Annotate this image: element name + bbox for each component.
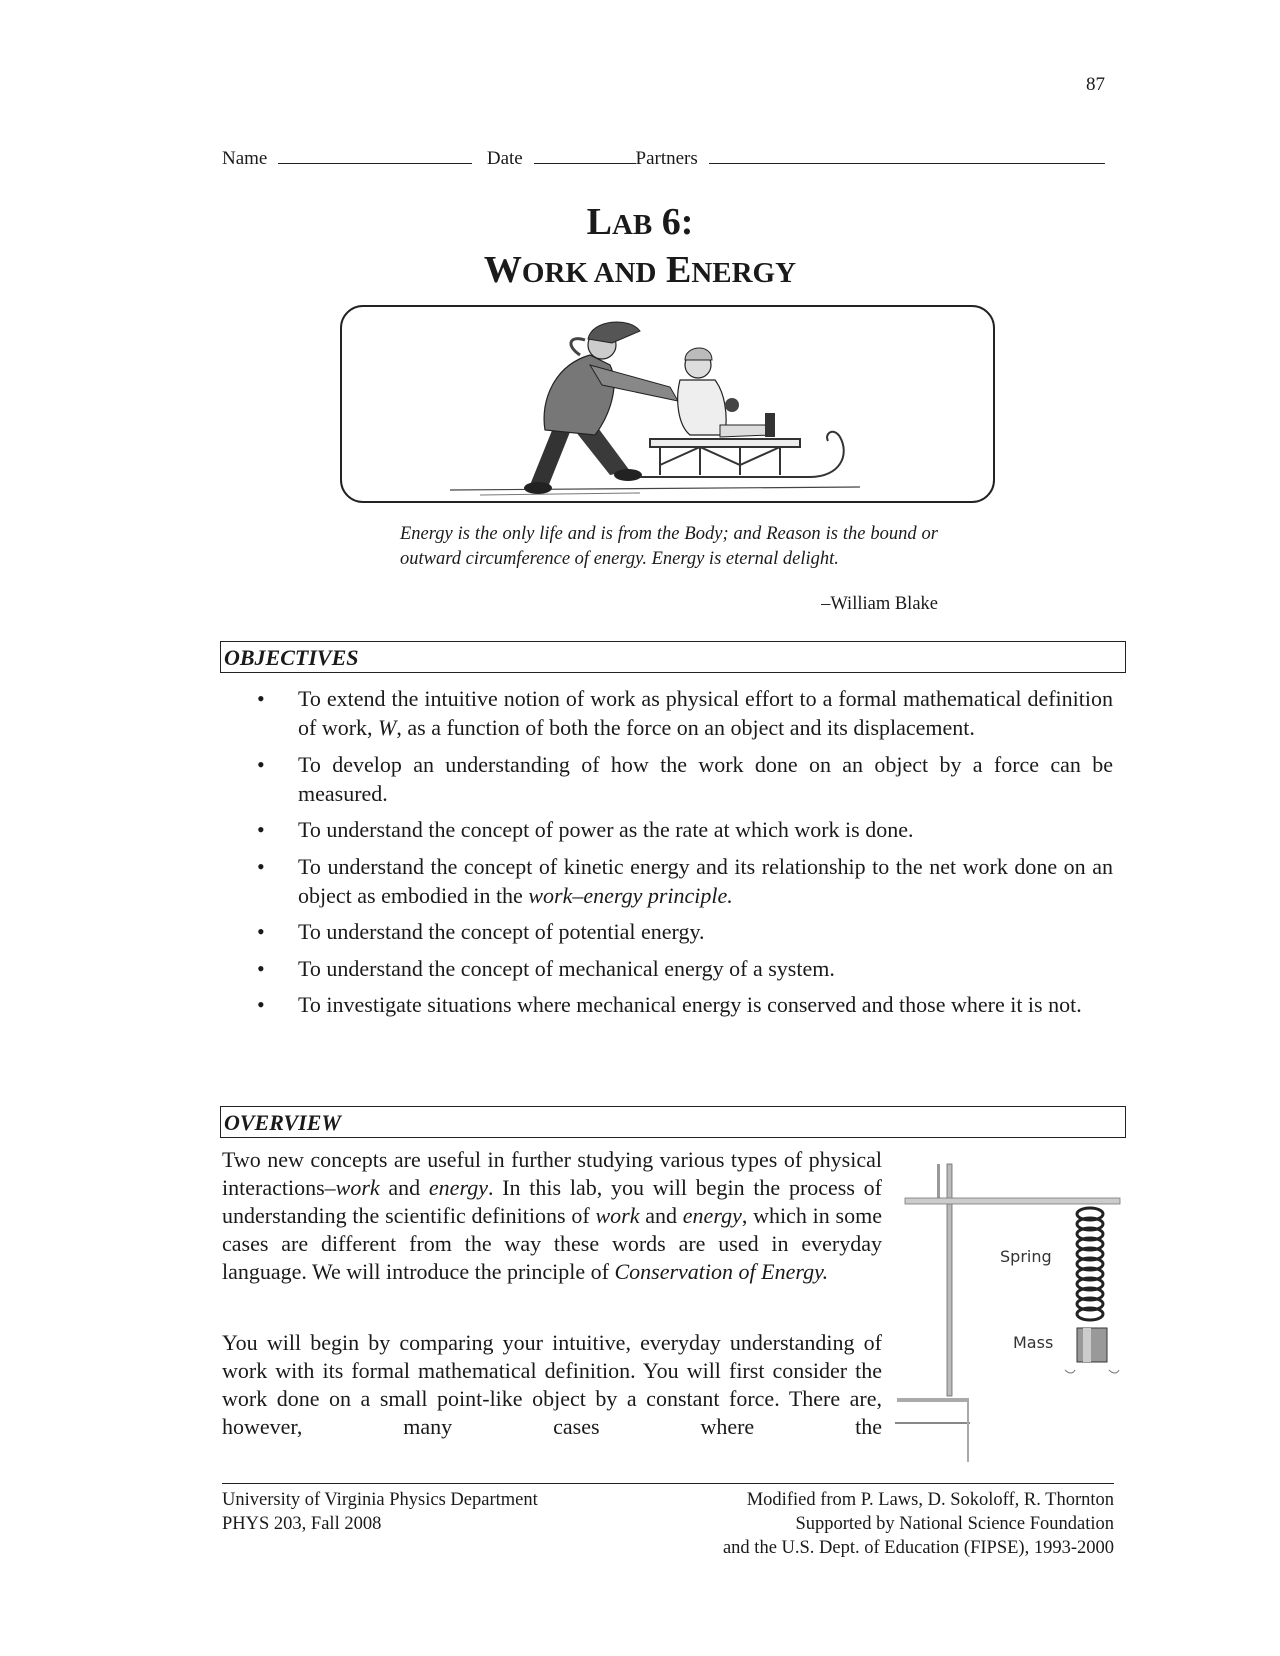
page-number: 87 [1086, 74, 1105, 95]
mass-label: Mass [1013, 1333, 1054, 1352]
name-label: Name [222, 148, 268, 169]
overview-paragraph-1: Two new concepts are useful in further studying various types of physical interactions–work and energy. In this lab, you will begin the process of understanding the scientific definitions of work and energy, which in some cases are different from the way these words are used in everyday language. We will introduce the principle of Conservation of Energy. [222, 1147, 883, 1284]
lab-number-title: LAB 6: [586, 201, 694, 243]
objectives-list [257, 684, 1113, 1027]
list-item: • To understand the concept of mechanical energy of a system. [257, 954, 1113, 983]
name-blank [278, 149, 472, 164]
list-item: • To understand the concept of power as the rate at which work is done. [257, 815, 1113, 844]
header-fields [222, 148, 1102, 170]
spring-mass-figure [895, 1162, 1125, 1462]
partners-label: Partners [635, 148, 698, 169]
spring-icon [1077, 1208, 1103, 1320]
list-item: • To develop an understanding of how the work done on an object by a force can be measured. [257, 750, 1113, 808]
overview-heading: OVERVIEW [220, 1106, 1126, 1138]
list-item: • To understand the concept of potential energy. [257, 917, 1113, 946]
date-label: Date [486, 148, 523, 169]
lab-subject-title: WORK AND ENERGY [483, 249, 797, 291]
objectives-heading: OBJECTIVES [220, 641, 1126, 673]
partners-blank [709, 149, 1105, 164]
epigraph-quote: Energy is the only life and is from the Body; and Reason is the bound or outward circumference of energy. Energy is eternal delight. [400, 524, 938, 569]
list-item: • To investigate situations where mechanical energy is conserved and those where it is not. [257, 990, 1113, 1019]
spring-label: Spring [1000, 1247, 1052, 1266]
quote-author: –William Blake [821, 594, 938, 614]
footer-left: University of Virginia Physics Department PHYS 203, Fall 2008 [222, 1490, 538, 1534]
footer-divider [222, 1483, 1114, 1484]
overview-paragraph-2: You will begin by comparing your intuitive, everyday understanding of work with its formal mathematical definition. You will first consider the work done on a small point-like object by a constant force. There are, however, many cases where the [222, 1330, 882, 1439]
list-item: • To extend the intuitive notion of work as physical effort to a formal mathematical definition of work, W, as a function of both the force on an object and its displacement. [257, 684, 1113, 742]
list-item: • To understand the concept of kinetic energy and its relationship to the net work done on an object as embodied in the work–energy principle. [257, 852, 1113, 910]
date-blank [534, 149, 636, 164]
sled-illustration [340, 305, 995, 503]
mass-block-icon [1065, 1328, 1119, 1373]
footer-right: Modified from P. Laws, D. Sokoloff, R. Thornton Supported by National Science Foundation and the U.S. Dept. of Education (FIPSE), 1993-2000 [722, 1490, 1114, 1558]
